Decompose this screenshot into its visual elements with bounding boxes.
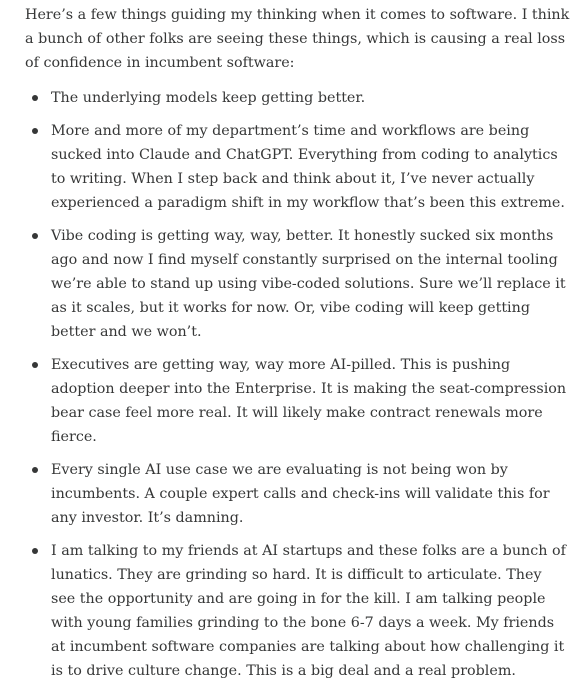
list-item-text: Every single AI use case we are evaluating is not being won by incumbents. A couple expert calls and check-ins will validate this for any investor. It’s damning.	[51, 462, 550, 526]
list-item-text: The underlying models keep getting better.	[51, 90, 366, 106]
list-item	[25, 353, 570, 449]
list-item-text: I am talking to my friends at AI startups and these folks are a bunch of lunatics. They are grinding so hard. It is difficult to articulate. They see the opportunity and are going in for the kill. I am talking people with young families grinding to the bone 6-7 days a week. My friends at incumbent software companies are talking about how challenging it is to drive culture change. This is a big deal and a real problem.	[51, 543, 566, 679]
list-item	[25, 539, 570, 683]
list-item-text: Vibe coding is getting way, way, better. It honestly sucked six months ago and now I find myself constantly surprised on the internal tooling we’re able to stand up using vibe-coded solutions. Sure we’ll replace it as it scales, but it works for now. Or, vibe coding will keep getting better and we won’t.	[51, 228, 566, 340]
list-item	[25, 224, 570, 344]
bullet-list	[25, 86, 570, 683]
list-item	[25, 119, 570, 215]
bullet-dot-icon	[32, 128, 38, 134]
list-item	[25, 458, 570, 530]
bullet-dot-icon	[32, 467, 38, 473]
bullet-dot-icon	[32, 95, 38, 101]
article-body	[25, 3, 570, 692]
bullet-dot-icon	[32, 233, 38, 239]
intro-paragraph: Here’s a few things guiding my thinking when it comes to software. I think a bunch of other folks are seeing these things, which is causing a real loss of confidence in incumbent software:	[25, 7, 570, 71]
bullet-dot-icon	[32, 548, 38, 554]
bullet-dot-icon	[32, 362, 38, 368]
list-item-text: Executives are getting way, way more AI-pilled. This is pushing adoption deeper into the Enterprise. It is making the seat-compression bear case feel more real. It will likely make contract renewals more fierce.	[51, 357, 567, 445]
list-item	[25, 86, 570, 110]
list-item-text: More and more of my department’s time and workflows are being sucked into Claude and ChatGPT. Everything from coding to analytics to writing. When I step back and think about it, I’ve never actually experienced a paradigm shift in my workflow that’s been this extreme.	[51, 123, 565, 211]
